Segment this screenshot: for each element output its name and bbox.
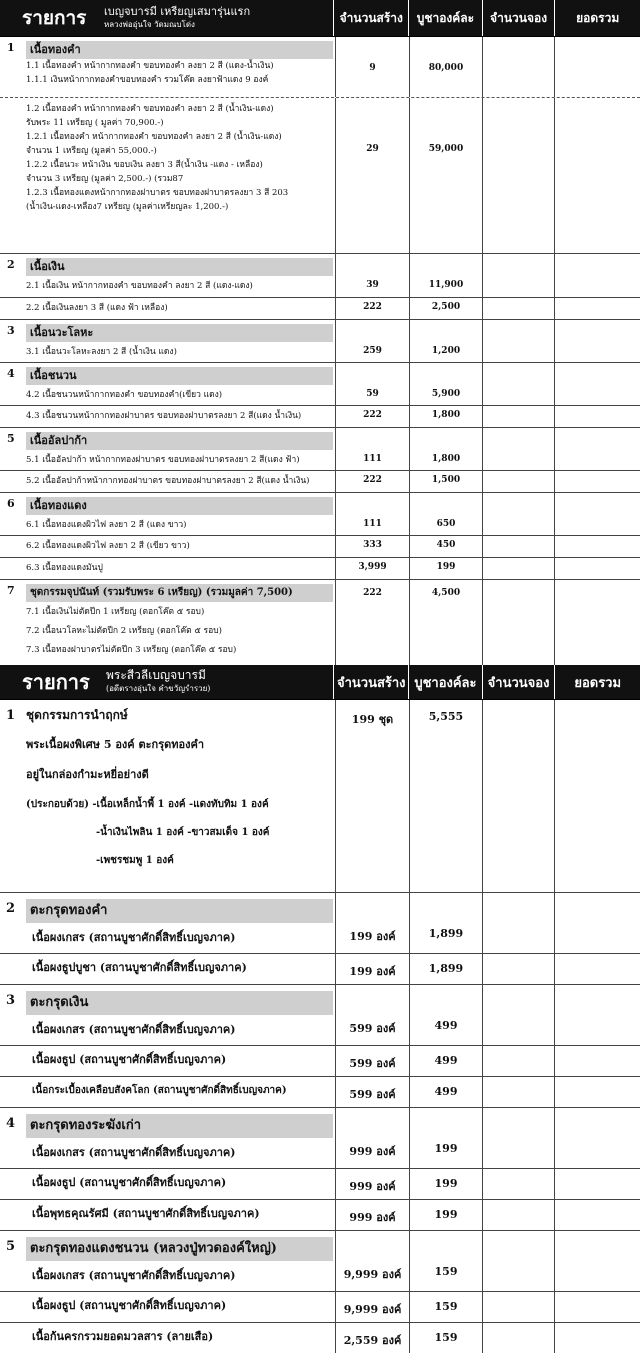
qty-cell: 222 [335,298,409,319]
qty-cell: 222 [335,471,409,492]
table-row [0,320,640,363]
reserve-cell[interactable] [482,1169,554,1199]
reserve-cell[interactable] [482,37,554,97]
item-line: 1.1 เนื้อทองคำ หน้ากากทองคำ ขอบทองคำ ลงยา 2 สี (แดง-น้ำเงิน) [26,61,274,71]
price-cell: 59,000 [409,98,482,253]
table-row [0,406,640,428]
qty-cell: 2,559 องค์ [335,1323,409,1353]
table-row [0,98,640,254]
header-title: รายการ [22,670,90,694]
item-line: 1.2.1 เนื้อทองคำ หน้ากากทองคำ ขอบทองคำ ลงยา 2 สี (น้ำเงิน-แดง) [26,132,282,142]
group-number: 6 [7,497,15,510]
qty-cell: 199 องค์ [335,954,409,984]
price-cell: 80,000 [409,37,482,97]
table-row [0,580,640,665]
table-row [0,1292,640,1323]
item-line: เนื้อผงธูปบูชา (สถานบูชาศักดิ์สิทธิ์เบญจภาค) [32,961,247,974]
qty-cell: 999 องค์ [335,1169,409,1199]
qty-cell: 111 [335,428,409,470]
header-subtitle: พระสีวลีเบญจบารมี [106,668,206,682]
price-cell: 199 [409,1108,482,1168]
group-title: ตะกรุดเงิน [26,991,333,1015]
price-cell: 499 [409,1077,482,1107]
table-2-header [0,665,640,700]
group-title: ตะกรุดทองแดงชนวน (หลวงปู่ทวดองค์ใหญ่) [26,1237,333,1261]
qty-cell: 59 [335,363,409,405]
total-cell [554,985,639,1045]
item-line: (น้ำเงิน-แดง-เหลือง7 เหรียญ (มูลค่าเหรียญละ 1,200.-) [26,202,229,212]
item-line: 2.1 เนื้อเงิน หน้ากากทองคำ ขอบทองคำ ลงยา 2 สี (แดง-แดง) [26,281,253,291]
total-cell [554,320,639,362]
price-cell: 159 [409,1292,482,1322]
group-title: เนื้อชนวน [26,367,333,385]
qty-cell: 199 ชุด [335,700,409,892]
price-cell: 11,900 [409,254,482,297]
item-line: 7.2 เนื้อนวโลหะไม่ตัดปีก 2 เหรียญ (ตอกโค๊ต ๕ รอบ) [26,626,222,636]
reserve-cell[interactable] [482,1292,554,1322]
total-cell [554,954,639,984]
group-number: 4 [6,1116,16,1131]
item-line: เนื้อผงเกสร (สถานบูชาศักดิ์สิทธิ์เบญจภาค) [32,931,236,944]
item-line: -เพชรชมพู 1 องค์ [96,855,174,866]
col-reserve: จำนวนจอง [482,665,555,699]
reserve-cell[interactable] [482,1108,554,1168]
item-line: 6.3 เนื้อทองแดงมันปู [26,563,103,573]
group-number: 3 [7,324,15,337]
item-line: 2.2 เนื้อเงินลงยา 3 สี (แดง ฟ้า เหลือง) [26,303,168,313]
table-row [0,254,640,298]
reserve-cell[interactable] [482,1077,554,1107]
qty-cell: 9,999 องค์ [335,1231,409,1291]
price-cell: 499 [409,985,482,1045]
col-price: บูชาองค์ละ [408,0,482,36]
price-cell: 1,899 [409,893,482,953]
reserve-cell[interactable] [482,954,554,984]
qty-cell: 9,999 องค์ [335,1292,409,1322]
item-line: 6.1 เนื้อทองแดงผิวไฟ ลงยา 2 สี (แดง ขาว) [26,520,187,530]
reserve-cell[interactable] [482,985,554,1045]
total-cell [554,1077,639,1107]
group-number: 1 [7,41,15,54]
qty-cell: 599 องค์ [335,985,409,1045]
col-total: ยอดรวม [554,665,640,699]
price-cell: 1,899 [409,954,482,984]
table-row [0,536,640,558]
reserve-cell[interactable] [482,298,554,319]
item-line: 1.1.1 เงินหน้ากากทองคำขอบทองคำ รวมโค๊ด ลงยาฟ้าแดง 9 องค์ [26,75,269,85]
price-cell: 159 [409,1323,482,1353]
price-cell: 1,200 [409,320,482,362]
table-row [0,298,640,320]
item-line: เนื้อผงธูป (สถานบูชาศักดิ์สิทธิ์เบญจภาค) [32,1299,227,1312]
qty-cell: 222 [335,406,409,427]
qty-cell: 39 [335,254,409,297]
item-line: 5.1 เนื้ออัลปาก้า หน้ากากทองฝาบาตร ขอบทองฝาบาตรลงยา 2 สี(แดง ฟ้า) [26,455,300,465]
reserve-cell[interactable] [482,580,554,665]
table-row [0,985,640,1046]
total-cell [554,428,639,470]
header-subtitle-2: (อดีตรางอุ่นใจ คำขวัญรำรวย) [106,684,211,693]
col-price: บูชาองค์ละ [408,665,482,699]
qty-cell: 29 [335,98,409,253]
table-row [0,1169,640,1200]
item-line: 1.2.3 เนื้อทองแดงหน้ากากทองฝาบาตร ขอบทองฝาบาตรลงยา 3 สี 203 [26,188,289,198]
group-number: 1 [6,708,16,723]
qty-cell: 999 องค์ [335,1200,409,1230]
qty-cell: 222 [335,580,409,665]
col-reserve: จำนวนจอง [482,0,555,36]
total-cell [554,1323,639,1353]
reserve-cell[interactable] [482,1046,554,1076]
item-line: (ประกอบด้วย) -เนื้อเหล็กน้ำพี้ 1 องค์ -แดงทับทิม 1 องค์ [26,799,269,810]
item-line: พระเนื้อผงพิเศษ 5 องค์ ตะกรุดทองคำ [26,738,205,751]
reserve-cell[interactable] [482,493,554,535]
reserve-cell[interactable] [482,98,554,253]
item-line: 4.3 เนื้อชนวนหน้ากากทองฝาบาตร ขอบทองฝาบาตรลงยา 2 สี(แดง น้ำเงิน) [26,411,302,421]
price-cell: 650 [409,493,482,535]
table-row [0,471,640,493]
item-line: รับพระ 11 เหรียญ ( มูลค่า 70,900.-) [26,118,164,128]
total-cell [554,893,639,953]
group-title: เนื้ออัลปาก้า [26,432,333,450]
price-cell: 199 [409,1200,482,1230]
item-line: 1.2.2 เนื้อนวะ หน้าเงิน ขอบเงิน ลงยา 3 สี(น้ำเงิน -แดง - เหลือง) [26,160,263,170]
group-title: ชุดกรรมจุปนันท์ (รวมรับพระ 6 เหรียญ) (รวมมูลค่า 7,500) [26,584,333,602]
group-title: ตะกรุดทองคำ [26,899,333,923]
group-number: 3 [6,993,16,1008]
total-cell [554,1108,639,1168]
item-line: เนื้อผงเกสร (สถานบูชาศักดิ์สิทธิ์เบญจภาค) [32,1146,236,1159]
table-row [0,1046,640,1077]
total-cell [554,1169,639,1199]
price-cell: 5,555 [409,700,482,892]
reserve-cell[interactable] [482,700,554,892]
qty-cell: 259 [335,320,409,362]
item-line: 4.2 เนื้อชนวนหน้ากากทองคำ ขอบทองคำ(เขียว แดง) [26,390,223,400]
group-title: เนื้อทองแดง [26,497,333,515]
total-cell [554,1046,639,1076]
table-1 [0,0,640,665]
reserve-cell[interactable] [482,320,554,362]
item-line: เนื้อผงเกสร (สถานบูชาศักดิ์สิทธิ์เบญจภาค) [32,1023,236,1036]
reserve-cell[interactable] [482,1323,554,1353]
item-line: 7.1 เนื้อเงินไม่ตัดปีก 1 เหรียญ (ตอกโค๊ต ๕ รอบ) [26,607,205,617]
qty-cell: 599 องค์ [335,1046,409,1076]
price-cell: 199 [409,558,482,579]
group-number: 4 [7,367,15,380]
item-line: -น้ำเงินไพลิน 1 องค์ -ขาวสมเด็จ 1 องค์ [96,827,270,838]
group-title: เนื้อเงิน [26,258,333,276]
item-line: เนื้อกระเบื้องเคลือบสังคโลก (สถานบูชาศักดิ์สิทธิ์เบญจภาค) [32,1085,287,1096]
reserve-cell[interactable] [482,1231,554,1291]
group-number: 7 [7,584,15,597]
col-build: จำนวนสร้าง [333,665,408,699]
total-cell [554,406,639,427]
table-row [0,1108,640,1169]
table-1-header [0,0,640,37]
group-number: 2 [7,258,15,271]
item-line: อยู่ในกล่องกำมะหยี่อย่างดี [26,768,149,781]
group-number: 5 [7,432,15,445]
table-row [0,558,640,580]
qty-cell: 599 องค์ [335,1077,409,1107]
header-title: รายการ [22,7,87,29]
qty-cell: 111 [335,493,409,535]
table-row [0,363,640,406]
total-cell [554,493,639,535]
qty-cell: 199 องค์ [335,893,409,953]
price-cell: 199 [409,1169,482,1199]
table-row [0,1200,640,1231]
group-number: 2 [6,901,16,916]
item-line: เนื้อผงเกสร (สถานบูชาศักดิ์สิทธิ์เบญจภาค) [32,1269,236,1282]
price-cell: 5,900 [409,363,482,405]
table-row [0,700,640,893]
group-title: เนื้อนวะโลหะ [26,324,333,342]
total-cell [554,471,639,492]
item-line: 7.3 เนื้อทองฝาบาตรไม่ตัดปีก 3 เหรียญ (ตอกโค๊ต ๕ รอบ) [26,645,237,655]
total-cell [554,580,639,665]
total-cell [554,37,639,97]
item-line: เนื้อผงธูป (สถานบูชาศักดิ์สิทธิ์เบญจภาค) [32,1053,227,1066]
total-cell [554,363,639,405]
table-row [0,37,640,98]
total-cell [554,700,639,892]
item-line: 3.1 เนื้อนวะโลหะลงยา 2 สี (น้ำเงิน แดง) [26,347,177,357]
qty-cell: 333 [335,536,409,557]
group-title: ตะกรุดทองระฆังเก่า [26,1114,333,1138]
item-line: เนื้อพุทธคุณรัศมี (สถานบูชาศักดิ์สิทธิ์เบญจภาค) [32,1207,260,1220]
header-subtitle-2: หลวงพ่ออุ่นใจ วัดมณบโด่ง [104,20,195,29]
table-row [0,1077,640,1108]
table-row [0,893,640,954]
item-line: 6.2 เนื้อทองแดงผิวไฟ ลงยา 2 สี (เขียว ขาว) [26,541,190,551]
price-cell: 1,800 [409,406,482,427]
group-number: 5 [6,1239,16,1254]
table-2 [0,665,640,1353]
price-cell: 499 [409,1046,482,1076]
item-line: 5.2 เนื้ออัลปาก้าหน้ากากทองฝาบาตร ขอบทองฝาบาตรลงยา 2 สี(แดง น้ำเงิน) [26,476,310,486]
total-cell [554,536,639,557]
price-cell: 4,500 [409,580,482,665]
total-cell [554,98,639,253]
reserve-cell[interactable] [482,428,554,470]
item-line: เนื้อผงธูป (สถานบูชาศักดิ์สิทธิ์เบญจภาค) [32,1176,227,1189]
total-cell [554,298,639,319]
reserve-cell[interactable] [482,254,554,297]
item-line: จำนวน 1 เหรียญ (มูลค่า 55,000.-) [26,146,157,156]
item-line: 1.2 เนื้อทองคำ หน้ากากทองคำ ขอบทองคำ ลงยา 2 สี (น้ำเงิน-แดง) [26,104,274,114]
header-subtitle: เบญจบารมี เหรียญเสมารุ่นแรก [104,5,251,18]
col-build: จำนวนสร้าง [333,0,408,36]
reserve-cell[interactable] [482,406,554,427]
table-row [0,954,640,985]
price-cell: 159 [409,1231,482,1291]
total-cell [554,254,639,297]
col-total: ยอดรวม [554,0,640,36]
item-line: จำนวน 3 เหรียญ (มูลค่า 2,500.-) (รวม87 [26,174,184,184]
reserve-cell[interactable] [482,536,554,557]
group-title: ชุดกรรมการนำฤกษ์ [26,708,128,722]
total-cell [554,1231,639,1291]
reserve-cell[interactable] [482,1200,554,1230]
table-row [0,1231,640,1292]
total-cell [554,1292,639,1322]
price-cell: 450 [409,536,482,557]
group-title: เนื้อทองคำ [26,41,333,59]
item-line: เนื้อก้นครกรวมยอดมวลสาร (ลายเสือ) [32,1330,214,1343]
reserve-cell[interactable] [482,558,554,579]
total-cell [554,1200,639,1230]
table-row [0,1323,640,1353]
price-cell: 1,500 [409,471,482,492]
total-cell [554,558,639,579]
qty-cell: 999 องค์ [335,1108,409,1168]
price-cell: 1,800 [409,428,482,470]
price-cell: 2,500 [409,298,482,319]
table-row [0,428,640,471]
reserve-cell[interactable] [482,471,554,492]
qty-cell: 3,999 [335,558,409,579]
reserve-cell[interactable] [482,363,554,405]
reserve-cell[interactable] [482,893,554,953]
table-row [0,493,640,536]
qty-cell: 9 [335,37,409,97]
